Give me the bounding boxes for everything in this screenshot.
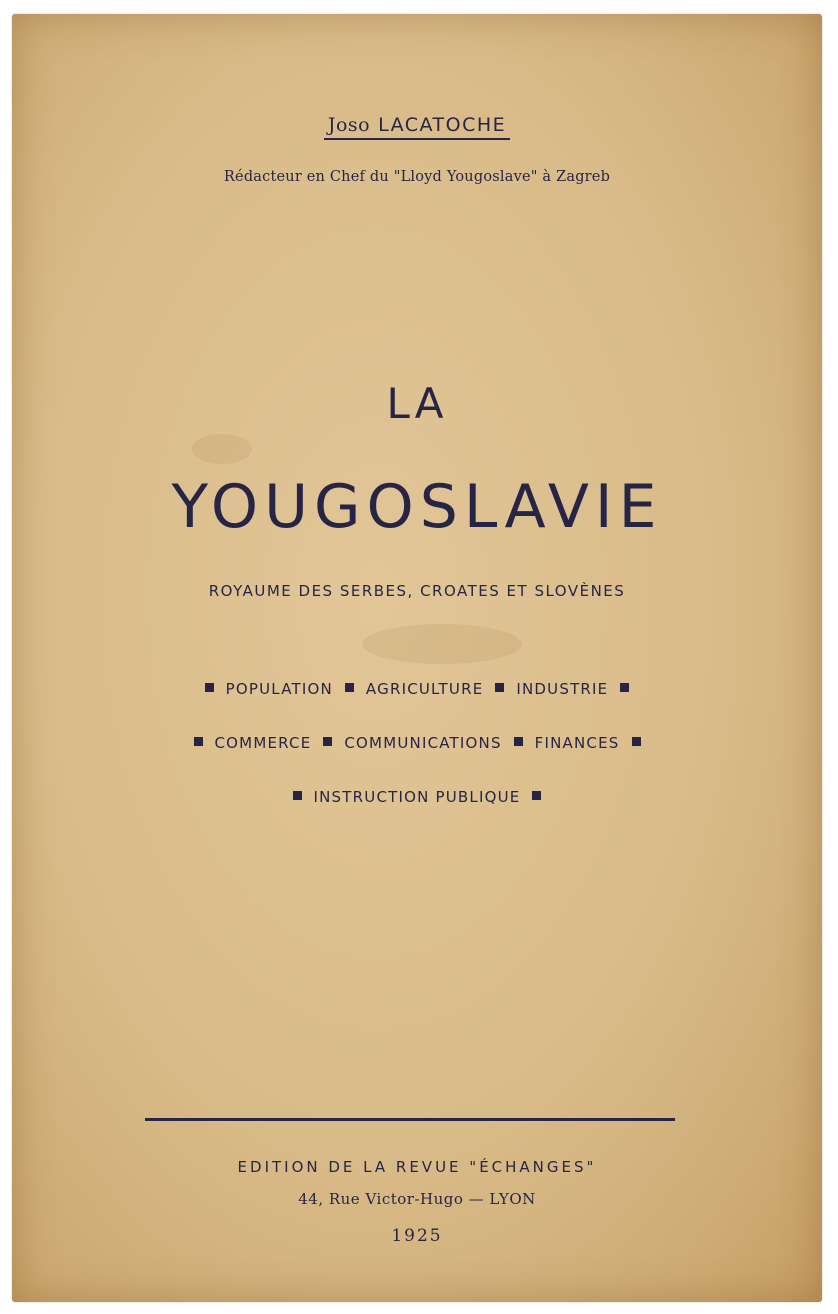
square-bullet-icon <box>495 683 504 692</box>
paper-stain <box>192 434 252 464</box>
topic-label: INDUSTRIE <box>516 680 609 698</box>
square-bullet-icon <box>323 737 332 746</box>
topics-row <box>12 788 822 806</box>
square-bullet-icon <box>532 791 541 800</box>
topic-label: COMMUNICATIONS <box>344 734 502 752</box>
topic-label: INSTRUCTION PUBLIQUE <box>313 788 521 806</box>
author-first-name: Joso <box>327 114 371 136</box>
title-line-1: LA <box>386 379 448 428</box>
topic-label: POPULATION <box>225 680 333 698</box>
book-cover <box>12 14 822 1302</box>
topics-row <box>12 680 822 698</box>
topic-label: COMMERCE <box>214 734 312 752</box>
author-name <box>324 114 510 140</box>
title-line-2: YOUGOSLAVIE <box>171 472 663 542</box>
square-bullet-icon <box>620 683 629 692</box>
square-bullet-icon <box>345 683 354 692</box>
topic-label: AGRICULTURE <box>365 680 484 698</box>
divider-rule <box>145 1118 675 1121</box>
subtitle: ROYAUME DES SERBES, CROATES ET SLOVÈNES <box>208 582 626 600</box>
paper-stain <box>362 624 522 664</box>
publication-year: 1925 <box>391 1226 443 1246</box>
publisher-name: EDITION DE LA REVUE "ÉCHANGES" <box>237 1158 597 1176</box>
publisher-address: 44, Rue Victor-Hugo — LYON <box>298 1190 536 1208</box>
topic-label: FINANCES <box>534 734 620 752</box>
square-bullet-icon <box>632 737 641 746</box>
author-last-name: LACATOCHE <box>378 114 507 136</box>
square-bullet-icon <box>293 791 302 800</box>
square-bullet-icon <box>514 737 523 746</box>
square-bullet-icon <box>194 737 203 746</box>
author-role: Rédacteur en Chef du "Lloyd Yougoslave" à Zagreb <box>223 169 611 185</box>
square-bullet-icon <box>205 683 214 692</box>
author-block <box>12 114 822 140</box>
topics-row <box>12 734 822 752</box>
